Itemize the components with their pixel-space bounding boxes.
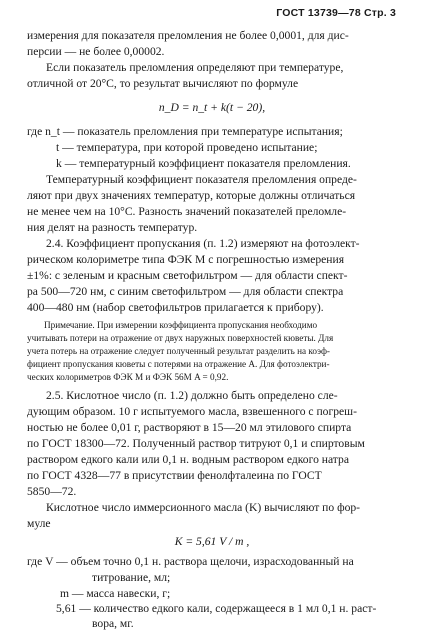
text-line: 5850—72.	[27, 485, 77, 498]
text-line: Кислотное число иммерсионного масла (K) вычисляют по фор-	[46, 501, 361, 514]
text-line: ра 500—720 нм, с синим светофильтром — для области спектра	[27, 285, 344, 298]
text-line: 2.4. Коэффициент пропускания (п. 1.2) измеряют на фотоэлект-	[46, 237, 360, 250]
note-line: Примечание. При измерении коэффициента пропускания необходимо	[44, 320, 318, 330]
text-line: раствором едкого кали или 0,1 н. водным раствором едкого натра	[27, 453, 349, 466]
text-line: персии — не более 0,00002.	[27, 45, 165, 58]
text-line: Если показатель преломления определяют при температуре,	[46, 61, 344, 74]
text-line: титрование, мл;	[92, 571, 171, 584]
note-line: учета потерь на отражение следует полученный результат разделить на коэф-	[27, 346, 330, 356]
text-line: вора, мг.	[92, 617, 134, 630]
text-line: измерения для показателя преломления не более 0,0001, для дис-	[27, 29, 349, 42]
text-line: отличной от 20°C, то результат вычисляют по формуле	[27, 77, 299, 90]
text-line: t — температура, при которой проведено испытание;	[56, 141, 318, 154]
note-line: фициент пропускания кюветы с потерями на отражение A. Для фотоэлектри-	[27, 359, 330, 369]
text-line: 2.5. Кислотное число (п. 1.2) должно быть определено сле-	[46, 389, 338, 402]
formula-acid-number: K = 5,61 V / m ,	[174, 535, 250, 548]
text-line: Температурный коэффициент показателя преломления опреде-	[46, 173, 357, 186]
note-line: учитывать потери на отражение от двух наружных поверхностей кюветы. Для	[27, 333, 334, 343]
text-line: не менее чем на 10°C. Разность значений показателей преломле-	[27, 205, 347, 218]
text-line: муле	[27, 517, 51, 530]
formula-refraction: n_D = n_t + k(t − 20),	[158, 101, 266, 114]
text-line: 400—480 нм (набор светофильтров прилагается к прибору).	[27, 301, 324, 314]
text-line: рическом колориметре типа ФЭК М с погрешностью измерения	[27, 253, 345, 266]
text-line: где V — объем точно 0,1 н. раствора щелочи, израсходованный на	[27, 555, 354, 568]
text-line: 5,61 — количество едкого кали, содержащееся в 1 мл 0,1 н. раст-	[56, 602, 377, 615]
text-line: m — масса навески, г;	[60, 587, 171, 600]
text-line: по ГОСТ 4328—77 в присутствии фенолфталеина по ГОСТ	[27, 469, 322, 482]
page-header: ГОСТ 13739—78 Стр. 3	[276, 7, 396, 19]
text-line: где n_t — показатель преломления при температуре испытания;	[27, 125, 343, 138]
text-line: k — температурный коэффициент показателя преломления.	[56, 157, 351, 170]
text-line: ностью не более 0,01 г, растворяют в 15—20 мл этилового спирта	[27, 421, 352, 434]
text-line: по ГОСТ 18300—72. Полученный раствор титруют 0,1 и спиртовым	[27, 437, 365, 450]
text-line: ±1%: с зеленым и красным светофильтром — для области спект-	[27, 269, 348, 282]
note-line: ческих колориметров ФЭК М и ФЭК 56М A = 0,92.	[27, 372, 229, 382]
text-line: дующим образом. 10 г испытуемого масла, взвешенного с погреш-	[27, 405, 357, 418]
text-line: ния делят на разность температур.	[27, 221, 198, 234]
text-line: ляют при двух значениях температур, которые должны отличаться	[27, 189, 356, 202]
